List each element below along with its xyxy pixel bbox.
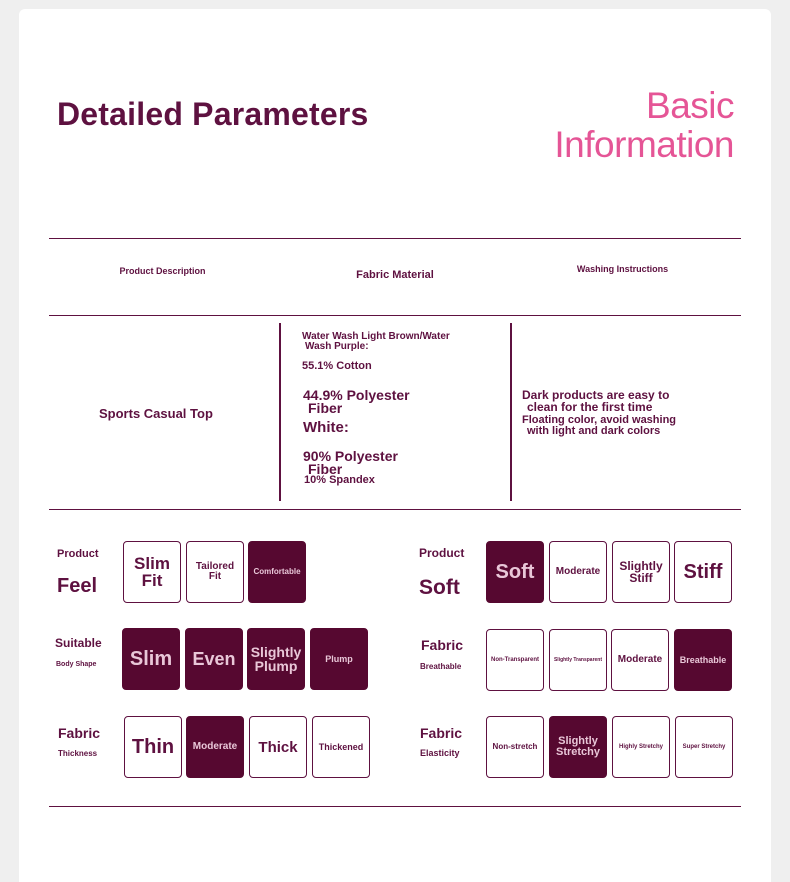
soft-option-label-line1: Stiff [683, 561, 723, 583]
elasticity-option-1[interactable] [486, 716, 544, 778]
thickness-option-label [193, 742, 237, 752]
body-option-2[interactable] [185, 628, 243, 690]
soft-option-label-line1: Moderate [555, 566, 601, 577]
elasticity-label-top: Fabric [420, 725, 463, 741]
elasticity-option-label-line1: Super Stretchy [682, 744, 726, 750]
column-divider-2 [510, 323, 512, 501]
feel-option-2[interactable] [186, 541, 244, 603]
fabric-cotton: 55.1% Cotton [302, 360, 372, 372]
thickness-option-1[interactable] [124, 716, 182, 778]
body-option-label [130, 649, 172, 669]
breathable-option-2[interactable] [549, 629, 607, 691]
elasticity-option-label [683, 744, 726, 750]
breathable-option-label [491, 657, 539, 663]
feel-option-label-line2: Fit [141, 571, 163, 590]
divider-table-bottom [49, 509, 741, 510]
feel-option-label-line2: Fit [208, 571, 222, 582]
thickness-option-label-line1: Thickened [318, 741, 364, 752]
soft-option-3[interactable] [612, 541, 670, 603]
thickness-option-2[interactable] [186, 716, 244, 778]
column-divider-1 [279, 323, 281, 501]
feel-option-label [196, 562, 234, 582]
divider-header [49, 315, 741, 316]
elasticity-option-4[interactable] [675, 716, 733, 778]
elasticity-option-label-line2: Stretchy [555, 746, 601, 758]
thickness-label-top: Fabric [58, 725, 101, 741]
breathable-option-label-line1: Breathable [679, 654, 727, 665]
washing-line2: clean for the first time [527, 400, 653, 414]
soft-option-label-line1: Soft [495, 561, 535, 583]
feel-option-label-line1: Slim [134, 554, 170, 573]
breathable-option-label-line1: Slightly Transparent [553, 656, 603, 663]
soft-label-top: Product [419, 546, 465, 560]
body-option-label-line1: Even [192, 649, 236, 669]
body-option-label [192, 650, 235, 668]
body-option-3[interactable] [247, 628, 305, 690]
soft-option-4[interactable] [674, 541, 732, 603]
washing-line3: Floating color, avoid washing [522, 414, 677, 426]
breathable-label-main: Breathable [420, 662, 462, 671]
breathable-option-label [618, 655, 662, 665]
fabric-fiber-b: Fiber [308, 461, 343, 477]
feel-option-label-line1: Comfortable [253, 567, 301, 576]
soft-option-label [556, 567, 600, 577]
body-option-label [251, 645, 302, 673]
header-fabric-material: Fabric Material [356, 269, 434, 281]
fabric-polyester-a: 44.9% Polyester [303, 387, 410, 403]
soft-label-main: Soft [419, 576, 460, 599]
feel-label-top: Product [57, 548, 99, 560]
fabric-line2: Wash Purple: [305, 341, 369, 352]
elasticity-label-main: Elasticity [420, 748, 460, 758]
body-option-label-line1: Slightly [250, 644, 302, 660]
elasticity-option-label [619, 744, 663, 750]
soft-option-label-line1: Slightly [619, 559, 663, 573]
soft-option-1[interactable] [486, 541, 544, 603]
header-washing-instructions: Washing Instructions [576, 264, 669, 274]
thickness-option-label [258, 740, 297, 755]
soft-option-label [619, 560, 662, 584]
basic-heading-line1: Basic [646, 85, 734, 126]
washing-line4: with light and dark colors [527, 425, 661, 437]
divider-bottom [49, 806, 741, 807]
elasticity-option-label-line1: Slightly [558, 735, 598, 747]
breathable-option-label-line1: Moderate [617, 654, 663, 665]
soft-option-label-line2: Stiff [629, 571, 653, 585]
body-label-main: Body Shape [56, 661, 97, 668]
fabric-white: White: [303, 419, 349, 436]
fabric-fiber-a: Fiber [308, 400, 343, 416]
elasticity-option-3[interactable] [612, 716, 670, 778]
feel-option-3[interactable] [248, 541, 306, 603]
body-option-1[interactable] [122, 628, 180, 690]
feel-label-main: Feel [57, 575, 98, 597]
breathable-option-label [554, 658, 602, 663]
fabric-spandex: 10% Spandex [304, 474, 375, 486]
soft-option-label [684, 562, 723, 582]
body-option-label-line2: Plump [254, 658, 298, 674]
breathable-option-4[interactable] [674, 629, 732, 691]
elasticity-option-label-line1: Highly Stretchy [618, 744, 663, 750]
breathable-option-3[interactable] [611, 629, 669, 691]
thickness-option-label-line1: Thin [131, 736, 175, 758]
feel-option-1[interactable] [123, 541, 181, 603]
elasticity-option-label [493, 743, 538, 751]
feel-option-label [134, 555, 170, 589]
breathable-option-label [680, 656, 727, 665]
body-label-top: Suitable [55, 636, 102, 650]
feel-option-label [253, 568, 300, 576]
fabric-polyester-b: 90% Polyester [303, 448, 398, 464]
elasticity-option-label [556, 736, 600, 758]
thickness-option-3[interactable] [249, 716, 307, 778]
soft-option-label [496, 562, 535, 582]
header-product-description: Product Description [119, 266, 206, 276]
breathable-option-1[interactable] [486, 629, 544, 691]
breathable-option-label-line1: Non-Transparent [490, 657, 539, 663]
feel-option-label-line1: Tailored [195, 561, 235, 572]
soft-option-2[interactable] [549, 541, 607, 603]
basic-heading-line2: Information [554, 124, 734, 165]
basic-information-heading [554, 86, 734, 164]
thickness-option-label [319, 743, 364, 752]
breathable-label-top: Fabric [421, 637, 464, 653]
thickness-option-label [132, 737, 174, 757]
thickness-option-label-line1: Thick [258, 738, 298, 756]
thickness-option-4[interactable] [312, 716, 370, 778]
elasticity-option-label-line1: Non-stretch [492, 742, 538, 751]
divider-top [49, 238, 741, 239]
fabric-line1: Water Wash Light Brown/Water [302, 331, 450, 342]
body-option-label-line1: Plump [325, 653, 353, 664]
elasticity-option-2[interactable] [549, 716, 607, 778]
body-option-label [325, 655, 353, 664]
body-option-4[interactable] [310, 628, 368, 690]
washing-line1: Dark products are easy to [522, 388, 670, 402]
product-description-value: Sports Casual Top [99, 406, 213, 421]
body-option-label-line1: Slim [129, 648, 173, 670]
thickness-label-main: Thickness [58, 749, 98, 758]
thickness-option-label-line1: Moderate [192, 741, 238, 752]
page-title: Detailed Parameters [57, 96, 369, 132]
